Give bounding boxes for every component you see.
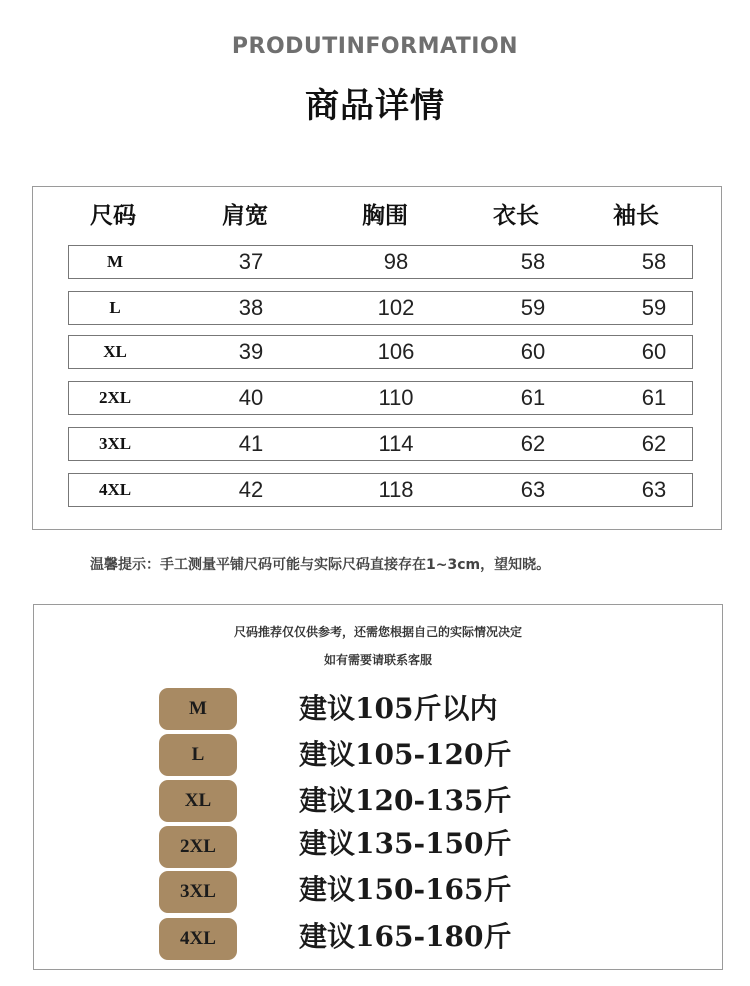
table-row: [68, 335, 693, 369]
cell-shoulder: 39: [238, 339, 264, 364]
weight-recommendation: 建议165-180斤: [299, 920, 512, 953]
cell-size: M: [106, 252, 124, 271]
cell-length: 58: [520, 249, 546, 274]
page-title: 商品详情: [305, 86, 445, 126]
column-header-length: 衣长: [493, 202, 539, 229]
table-header: [33, 197, 721, 237]
cell-sleeve: 59: [641, 295, 667, 320]
size-table: [32, 186, 722, 530]
cell-sleeve: 58: [641, 249, 667, 274]
cell-shoulder: 42: [238, 477, 264, 502]
cell-size: 2XL: [98, 388, 132, 407]
column-header-shoulder: 肩宽: [222, 202, 268, 229]
cell-shoulder: 41: [238, 431, 264, 456]
cell-size: 3XL: [98, 434, 132, 453]
size-recommendation-panel: [33, 604, 723, 970]
cell-chest: 102: [377, 295, 415, 320]
column-header-chest: 胸围: [362, 202, 408, 229]
cell-chest: 98: [383, 249, 409, 274]
cell-size: XL: [103, 342, 127, 361]
cell-size: L: [109, 298, 121, 317]
table-row: [68, 473, 693, 507]
size-badge-xl: XL: [159, 780, 237, 822]
cell-length: 63: [520, 477, 546, 502]
size-badge-m: M: [159, 688, 237, 730]
table-row: [68, 381, 693, 415]
contact-service-note: 如有需要请联系客服: [323, 653, 432, 667]
column-header-size: 尺码: [90, 202, 136, 229]
cell-size: 4XL: [98, 480, 132, 499]
table-row: [68, 245, 693, 279]
weight-recommendation: 建议105-120斤: [299, 738, 512, 771]
cell-shoulder: 38: [238, 295, 264, 320]
weight-recommendation: 建议120-135斤: [299, 784, 512, 817]
size-badge-4xl: 4XL: [159, 918, 237, 960]
table-row: [68, 427, 693, 461]
cell-length: 62: [520, 431, 546, 456]
cell-shoulder: 37: [238, 249, 264, 274]
cell-sleeve: 60: [641, 339, 667, 364]
cell-sleeve: 63: [641, 477, 667, 502]
cell-sleeve: 62: [641, 431, 667, 456]
cell-length: 60: [520, 339, 546, 364]
measurement-tip: 温馨提示：手工测量平铺尺码可能与实际尺码直接存在1~3cm，望知晓。: [90, 557, 551, 573]
recommendation-note: 尺码推荐仅仅供参考，还需您根据自己的实际情况决定: [233, 625, 522, 639]
weight-recommendation: 建议135-150斤: [299, 827, 512, 860]
cell-length: 59: [520, 295, 546, 320]
cell-sleeve: 61: [641, 385, 667, 410]
cell-chest: 110: [378, 385, 414, 410]
size-badge-2xl: 2XL: [159, 826, 237, 868]
cell-shoulder: 40: [238, 385, 264, 410]
table-row: [68, 291, 693, 325]
cell-chest: 118: [378, 477, 414, 502]
cell-chest: 114: [378, 431, 414, 456]
weight-recommendation: 建议105斤以内: [299, 692, 498, 725]
cell-length: 61: [520, 385, 546, 410]
cell-chest: 106: [377, 339, 415, 364]
column-header-sleeve: 袖长: [613, 202, 659, 229]
size-badge-l: L: [159, 734, 237, 776]
weight-recommendation: 建议150-165斤: [299, 873, 512, 906]
size-badge-3xl: 3XL: [159, 871, 237, 913]
english-title: PRODUTINFORMATION: [231, 34, 519, 59]
